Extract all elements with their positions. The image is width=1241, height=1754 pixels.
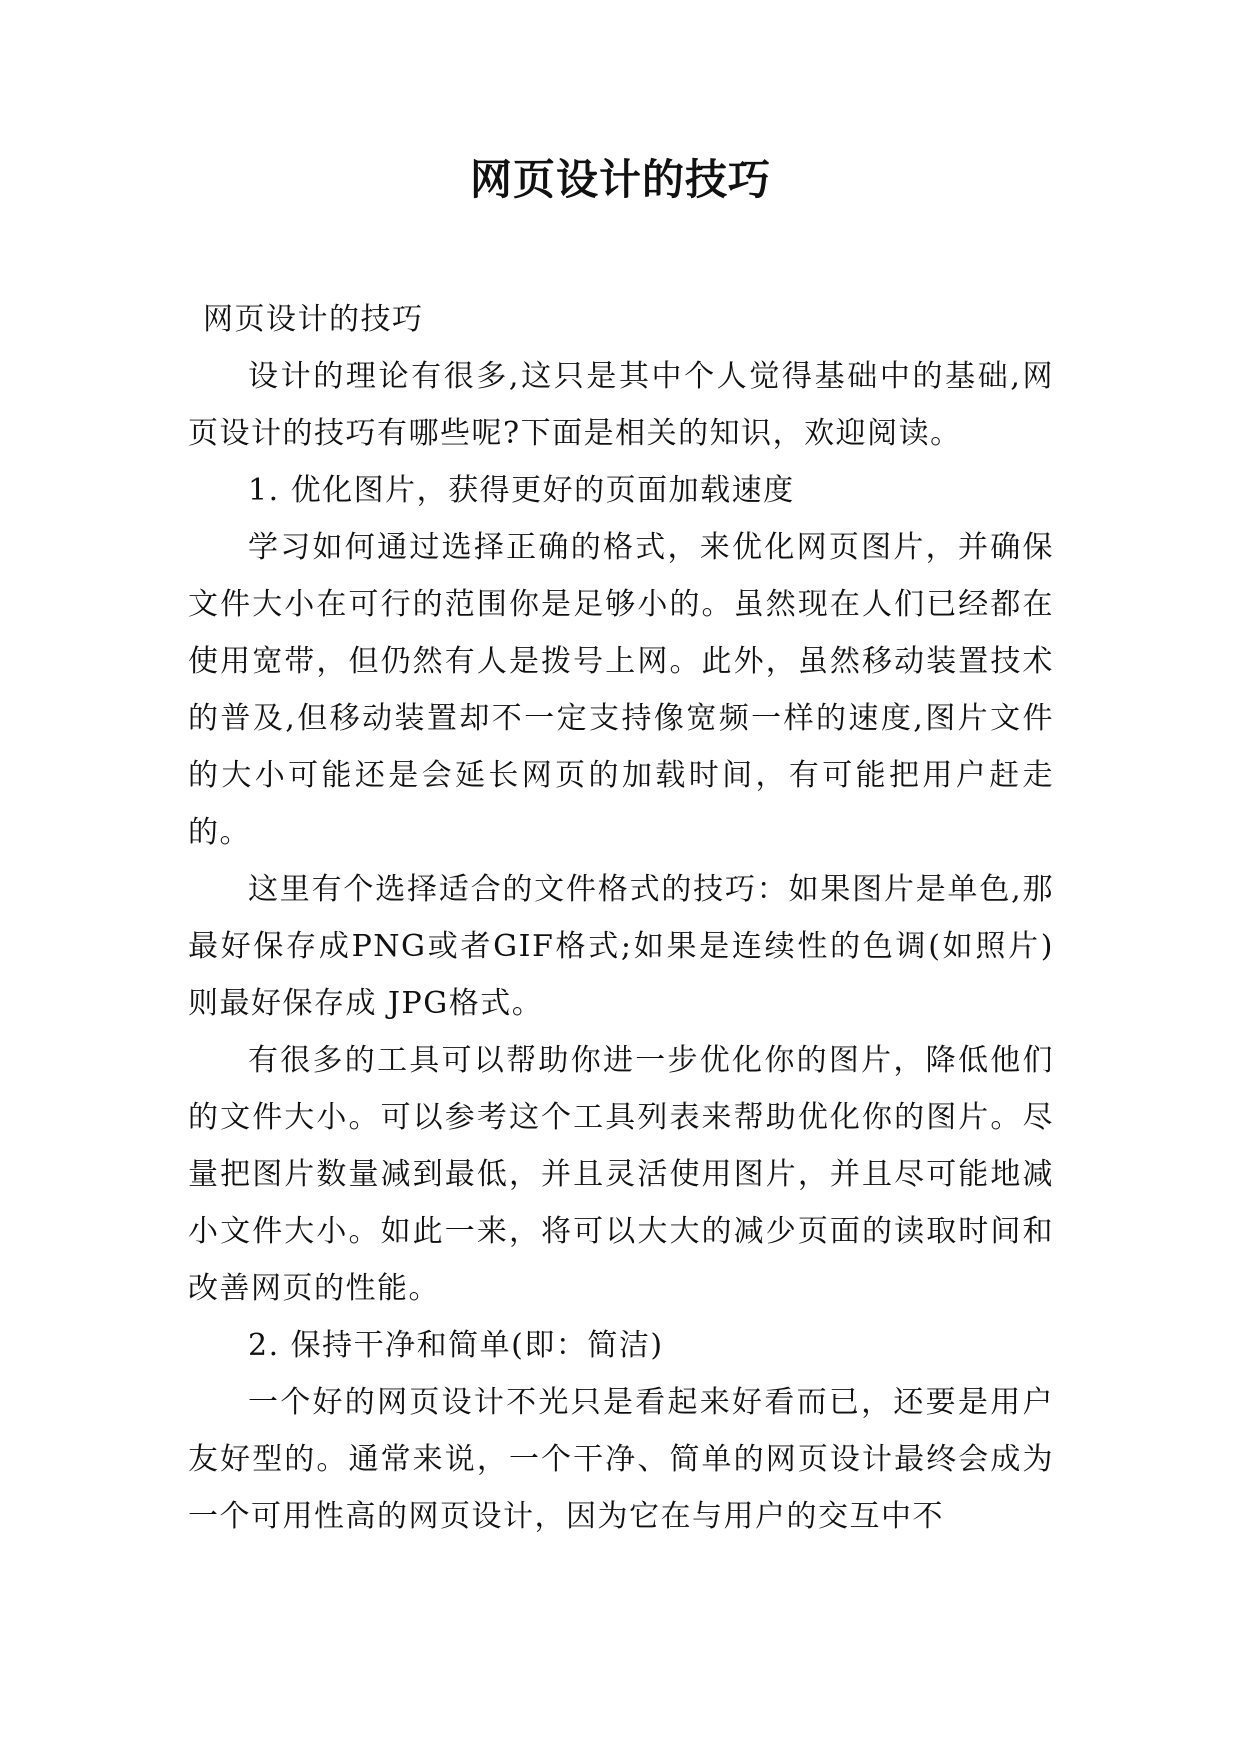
paragraph-tools: 有很多的工具可以帮助你进一步优化你的图片，降低他们的文件大小。可以参考这个工具列表来帮助优化你的图片。尽量把图片数量减到最低，并且灵活使用图片，并且尽可能地减小文件大小。如此一来，将可以大大的减少页面的读取时间和改善网页的性能。 [188, 1043, 1054, 1306]
document-title: 网页设计的技巧 [469, 155, 771, 204]
paragraph-file-format-tip: 这里有个选择适合的文件格式的技巧：如果图片是单色,那最好保存成PNG或者GIF格式;如果是连续性的色调(如照片)则最好保存成 JPG格式。 [188, 872, 1054, 1021]
section-heading-1: 1. 优化图片，获得更好的页面加载速度 [248, 473, 795, 508]
paragraph-intro: 设计的理论有很多,这只是其中个人觉得基础中的基础,网页设计的技巧有哪些呢?下面是相关的知识，欢迎阅读。 [188, 359, 1054, 451]
paragraph-clean-simple: 一个好的网页设计不光只是看起来好看而已，还要是用户友好型的。通常来说，一个干净、简单的网页设计最终会成为一个可用性高的网页设计，因为它在与用户的交互中不 [188, 1385, 1054, 1534]
document-body [188, 291, 1054, 1545]
paragraph-optimize-images: 学习如何通过选择正确的格式，来优化网页图片，并确保文件大小在可行的范围你是足够小的。虽然现在人们已经都在使用宽带，但仍然有人是拨号上网。此外，虽然移动装置技术的普及,但移动装置却不一定支持像宽频一样的速度,图片文件的大小可能还是会延长网页的加载时间，有可能把用户赶走的。 [188, 530, 1054, 850]
section-heading-2: 2. 保持干净和简单(即：简洁) [248, 1328, 664, 1363]
paragraph-subtitle: 网页设计的技巧 [203, 302, 424, 337]
